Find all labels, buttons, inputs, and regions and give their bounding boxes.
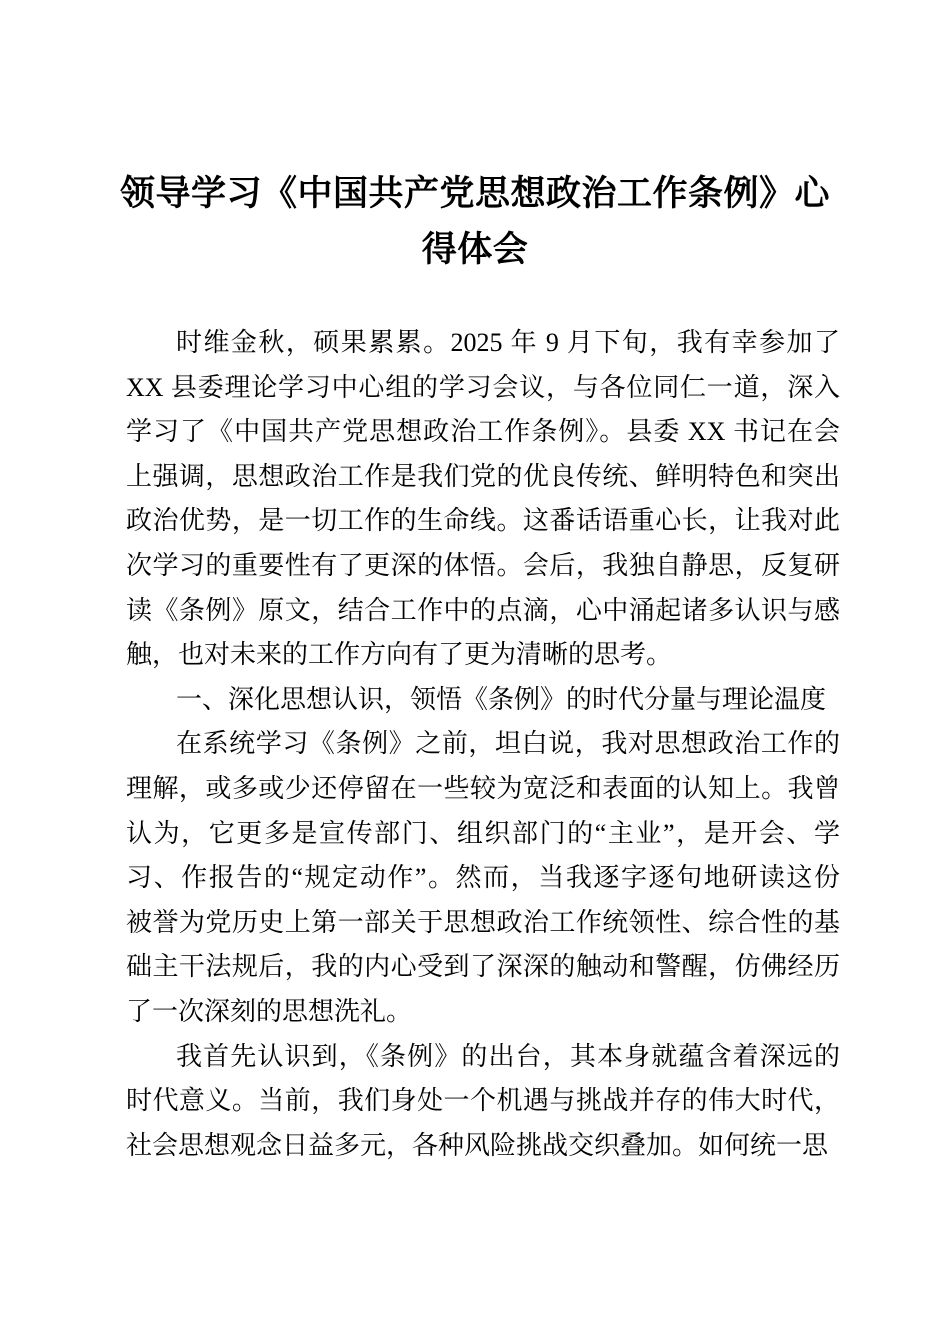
body-text-line: 础主干法规后，我的内心受到了深深的触动和警醒，仿佛经历 (126, 952, 840, 982)
body-text-line: 次学习的重要性有了更深的体悟。会后，我独自静思，反复研 (126, 550, 840, 580)
document-title-line-2: 得体会 (421, 230, 529, 269)
document-title (118, 166, 832, 278)
body-text-line: 我首先认识到，《条例》的出台，其本身就蕴含着深远的 (176, 1041, 840, 1071)
body-text-line: 学习了《中国共产党思想政治工作条例》。县委 XX 书记在会 (126, 417, 840, 447)
body-text-line: XX 县委理论学习中心组的学习会议，与各位同仁一道，深入 (126, 372, 840, 402)
body-text-line: 时代意义。当前，我们身处一个机遇与挑战并存的伟大时代， (126, 1086, 840, 1116)
body-text-line: 认为，它更多是宣传部门、组织部门的“主业”，是开会、学 (126, 818, 840, 848)
body-text-line: 时维金秋，硕果累累。2025 年 9 月下旬，我有幸参加了 (176, 328, 840, 357)
body-text-line: 上强调，思想政治工作是我们党的优良传统、鲜明特色和突出 (126, 461, 840, 491)
body-text-line: 读《条例》原文，结合工作中的点滴，心中涌起诸多认识与感 (126, 595, 840, 625)
body-text-line: 政治优势，是一切工作的生命线。这番话语重心长，让我对此 (126, 506, 840, 536)
body-text-line: 社会思想观念日益多元，各种风险挑战交织叠加。如何统一思 (126, 1130, 829, 1160)
body-text-line: 了一次深刻的思想洗礼。 (126, 996, 413, 1026)
document-title-line-1: 领导学习《中国共产党思想政治工作条例》心 (119, 174, 830, 213)
section-heading-line: 一、深化思想认识，领悟《条例》的时代分量与理论温度 (176, 684, 827, 714)
body-text-line: 习、作报告的“规定动作”。然而，当我逐字逐句地研读这份 (126, 863, 840, 893)
body-text-line: 触，也对未来的工作方向有了更为清晰的思考。 (126, 640, 673, 670)
body-text-line: 被誉为党历史上第一部关于思想政治工作统领性、综合性的基 (126, 907, 840, 937)
body-text-line: 在系统学习《条例》之前，坦白说，我对思想政治工作的 (176, 729, 840, 759)
document-body (126, 321, 840, 1168)
body-text-line: 理解，或多或少还停留在一些较为宽泛和表面的认知上。我曾 (126, 773, 840, 803)
